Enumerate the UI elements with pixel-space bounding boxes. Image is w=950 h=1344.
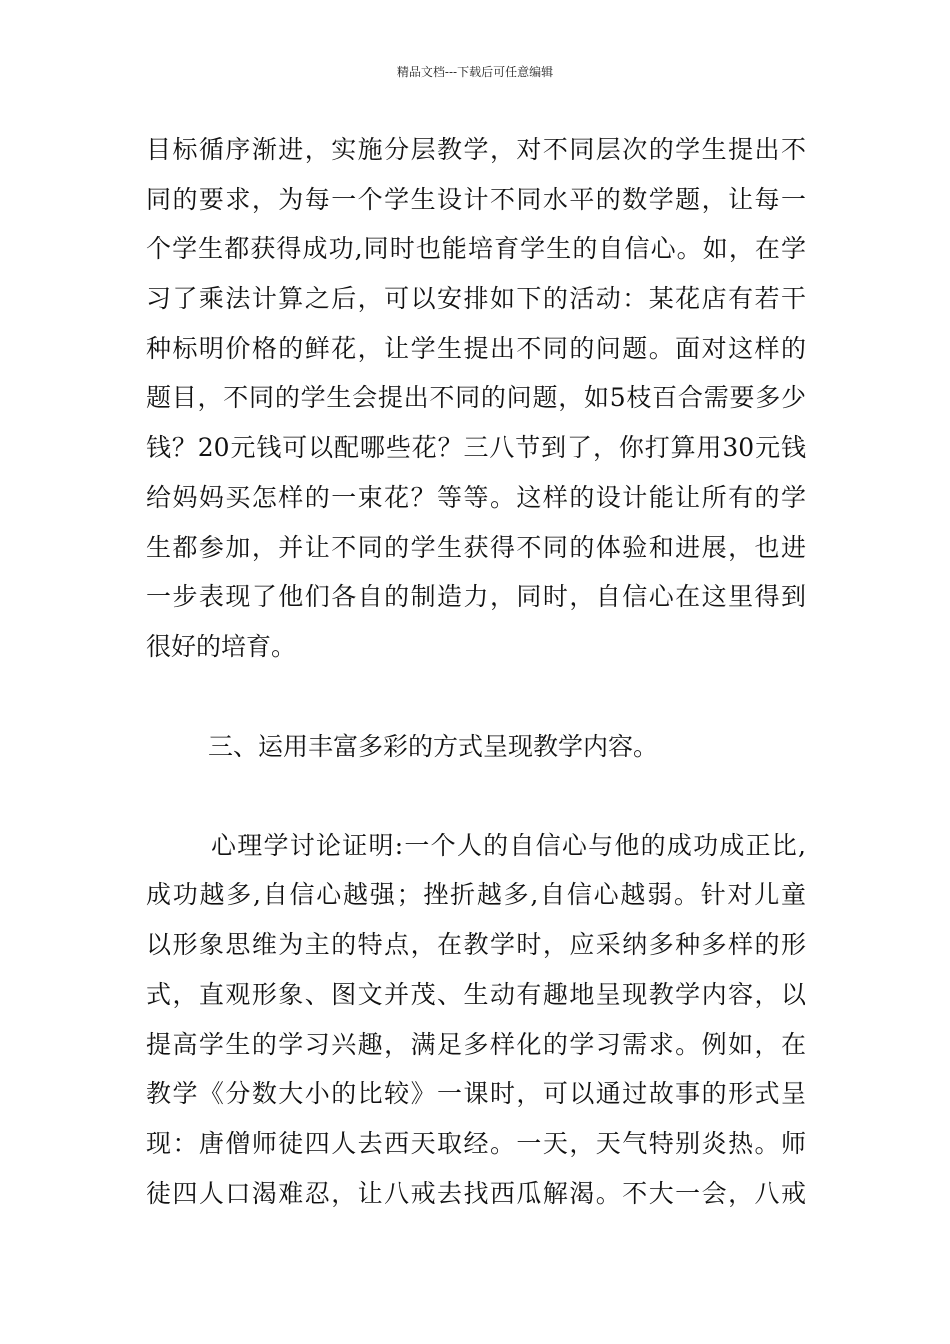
- page-header: 精品文档---下载后可任意编辑: [396, 65, 554, 79]
- paragraph-line: 徒四人口渴难忍，让八戒去找西瓜解渴。不大一会，八戒: [146, 1179, 806, 1208]
- paragraph-line: 提高学生的学习兴趣，满足多样化的学习需求。例如，在: [146, 1030, 806, 1059]
- paragraph-line: 给妈妈买怎样的一束花？等等。这样的设计能让所有的学: [146, 483, 806, 512]
- section-heading: 三、运用丰富多彩的方式呈现教学内容。: [208, 732, 659, 761]
- paragraph-line: 一步表现了他们各自的制造力，同时，自信心在这里得到: [146, 582, 806, 611]
- paragraph-line: 现：唐僧师徒四人去西天取经。一天，天气特别炎热。师: [146, 1129, 806, 1158]
- paragraph-line: 生都参加，并让不同的学生获得不同的体验和进展，也进: [146, 533, 806, 562]
- paragraph-line: 式，直观形象、图文并茂、生动有趣地呈现教学内容，以: [146, 980, 806, 1009]
- paragraph-line: 心理学讨论证明:一个人的自信心与他的成功成正比,: [211, 831, 806, 860]
- paragraph-line: 目标循序渐进，实施分层教学，对不同层次的学生提出不: [146, 135, 806, 164]
- paragraph-line: 钱？20元钱可以配哪些花？三八节到了，你打算用30元钱: [146, 433, 806, 462]
- paragraph-line: 种标明价格的鲜花，让学生提出不同的问题。面对这样的: [146, 334, 806, 363]
- paragraph-line: 以形象思维为主的特点，在教学时，应采纳多种多样的形: [146, 930, 806, 959]
- paragraph-line: 成功越多,自信心越强；挫折越多,自信心越弱。针对儿童: [146, 880, 806, 909]
- paragraph-line: 个学生都获得成功,同时也能培育学生的自信心。如，在学: [146, 234, 806, 263]
- paragraph-line: 习了乘法计算之后，可以安排如下的活动：某花店有若干: [146, 284, 806, 313]
- paragraph-line: 题目，不同的学生会提出不同的问题，如5枝百合需要多少: [146, 383, 806, 412]
- paragraph-line: 同的要求，为每一个学生设计不同水平的数学题，让每一: [146, 185, 806, 214]
- paragraph-line: 教学《分数大小的比较》一课时，可以通过故事的形式呈: [146, 1079, 806, 1108]
- paragraph-line: 很好的培育。: [146, 632, 297, 661]
